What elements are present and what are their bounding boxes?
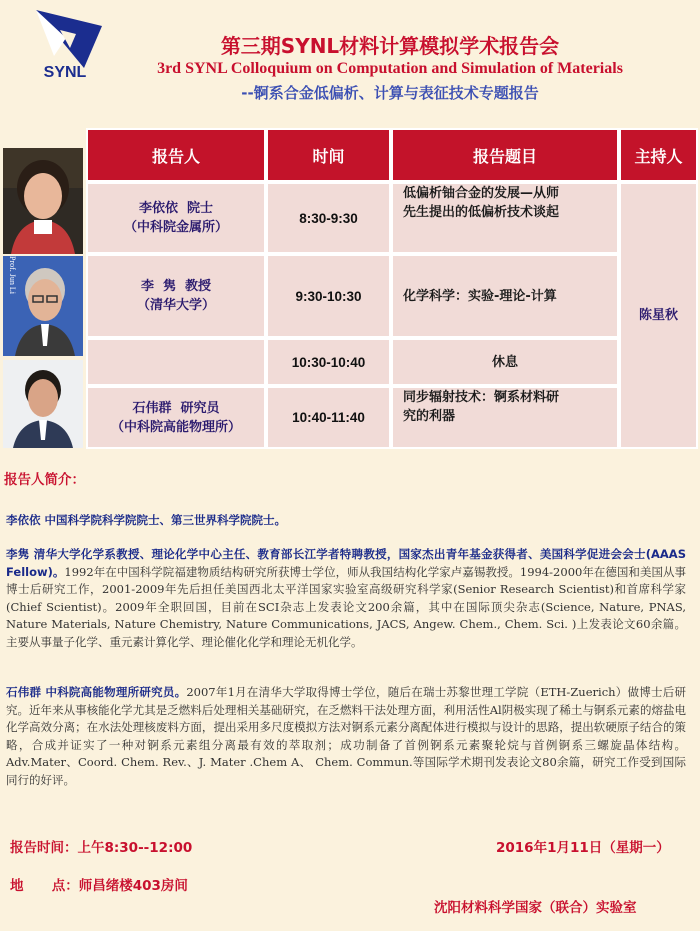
report-place bbox=[10, 874, 188, 894]
report-date: 2016年1月11日（星期一） bbox=[496, 840, 670, 856]
report-time bbox=[10, 836, 192, 856]
speaker-photo-shi-weiqun bbox=[3, 360, 83, 448]
header-topic: 报告题目 bbox=[391, 128, 619, 182]
table-row-1-topic bbox=[391, 182, 619, 254]
header-speaker: 报告人 bbox=[86, 128, 266, 182]
table-row-3-speaker bbox=[86, 338, 266, 386]
report-time-value: 上午8:30--12:00 bbox=[77, 840, 193, 856]
table-row-4-time: 10:40-11:40 bbox=[266, 386, 391, 449]
speaker-photo-li-jun bbox=[3, 256, 83, 356]
bio-lead: 李依依 中国科学院科学院院士、第三世界科学院院士。 bbox=[6, 513, 287, 527]
bio-text: 2007年1月在清华大学取得博士学位，随后在瑞士苏黎世理工学院（ETH-Zuerich）做博士后研究。近年来从事核能化学尤其是乏燃料后处理相关基础研究，在乏燃料干法处理方面，利用活性Al阴极实现了稀土与锕系元素的熔盐电化学高效分离；在水法处理核废料方面，提出采用多尺度模拟方法对锕系元素分离配体进行模拟与设计的思路，提出软硬原子结合的策略，合成并证实了一种对锕系元素组分离最有效的萃取剂；成功制备了首例锕系元素聚轮烷与首例锕系三螺旋晶体结构。Adv.Mater、Coord. Chem. Rev.、J. Mater .Chem A、 Chem. Commun.等国际学术期刊发表论文80余篇，研究工作受到国际同行的好评。 bbox=[6, 685, 686, 787]
table-row-4-topic bbox=[391, 386, 619, 449]
topic-line-1: 同步辐射技术：锕系材料研 bbox=[403, 390, 560, 405]
bio-li-yiyi bbox=[6, 512, 686, 530]
bio-lead: 石伟群 中科院高能物理所研究员。 bbox=[6, 685, 187, 699]
bio-li-jun bbox=[6, 546, 686, 651]
topic-line-2: 究的利器 bbox=[403, 409, 456, 424]
speaker-photo-li-yiyi bbox=[3, 148, 83, 254]
speaker-affiliation: （中科院高能物理所） bbox=[110, 419, 241, 435]
bio-text: 1992年在中国科学院福建物质结构研究所获博士学位，师从我国结构化学家卢嘉锡教授。1994-2000年在德国和美国从事博士后研究工作，2001-2009年先后担任美国西北太平洋国家实验室高级研究科学家(Senior Research Scientist)和首席科学家(Chief Scientist)。2009年全职回国，目前在SCI杂志上发表论文200余篇，其中在国际顶尖杂志(Science, Nature, PNAS, Nature Materials, Nature Chemistry, Nature Communications, JACS, Angew. Chem., Chem. Sci. )上发表论文60余篇。主要从事量子化学、重元素计算化学、理论催化化学和理论无机化学。 bbox=[6, 564, 687, 649]
speaker-name: 石伟群 研究员 bbox=[132, 400, 220, 416]
table-row-1-speaker bbox=[86, 182, 266, 254]
speaker-affiliation: （清华大学） bbox=[136, 298, 215, 313]
organizer: 沈阳材料科学国家（联合）实验室 bbox=[434, 900, 637, 916]
table-row-2-time: 9:30-10:30 bbox=[266, 254, 391, 338]
header-host: 主持人 bbox=[619, 128, 698, 182]
table-row-2-topic: 化学科学：实验-理论-计算 bbox=[391, 254, 619, 338]
topic-line-1: 低偏析铀合金的发展—从师 bbox=[403, 186, 560, 201]
host-name: 陈星秋 bbox=[619, 182, 698, 449]
report-time-label: 报告时间： bbox=[10, 840, 78, 856]
table-row-1-time: 8:30-9:30 bbox=[266, 182, 391, 254]
table-row-4-speaker bbox=[86, 386, 266, 449]
speaker-name: 李 隽 教授 bbox=[140, 279, 212, 294]
bio-shi-weiqun bbox=[6, 684, 686, 789]
title-subtitle: --锕系合金低偏析、计算与表征技术专题报告 bbox=[241, 84, 539, 102]
report-place-value: 师昌绪楼403房间 bbox=[78, 878, 188, 894]
photo-caption: Prof. Jun Li bbox=[8, 256, 17, 294]
table-row-3-time: 10:30-10:40 bbox=[266, 338, 391, 386]
title-english: 3rd SYNL Colloquium on Computation and Simulation of Materials bbox=[157, 60, 623, 77]
bio-lead: 李隽 清华大学化学系教授、理论化学中心主任、教育部长江学者特聘教授，国家杰出青年基金获得者、美国科学促进会会士(AAAS Fellow)。 bbox=[6, 547, 686, 579]
logo-text: SYNL bbox=[43, 64, 87, 81]
speaker-name: 李依依 院士 bbox=[138, 201, 214, 216]
speaker-affiliation: （中科院金属所） bbox=[123, 220, 228, 235]
table-row-2-speaker bbox=[86, 254, 266, 338]
bio-section-heading: 报告人简介： bbox=[4, 472, 85, 488]
schedule-table bbox=[86, 128, 698, 449]
report-place-label: 地 点： bbox=[10, 878, 79, 894]
table-row-3-topic: 休息 bbox=[391, 338, 619, 386]
topic-line-2: 先生提出的低偏析技术谈起 bbox=[403, 205, 560, 220]
header-time: 时间 bbox=[266, 128, 391, 182]
title-chinese: 第三期SYNL材料计算模拟学术报告会 bbox=[220, 34, 560, 58]
